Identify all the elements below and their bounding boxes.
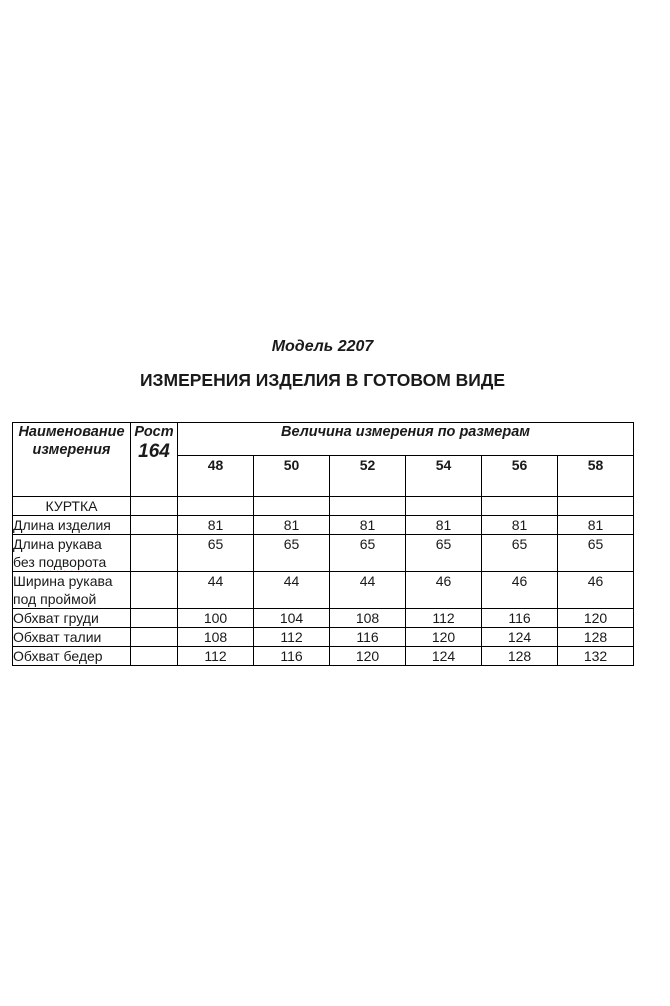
table-header-row-top [13,423,634,456]
size-header: 56 [482,456,558,497]
value-cell: 100 [178,609,254,628]
value-cell: 116 [482,609,558,628]
row-label [13,572,131,609]
size-header: 50 [254,456,330,497]
height-label: Рост [134,424,174,440]
size-header: 48 [178,456,254,497]
value-cell: 128 [558,628,634,647]
value-cell: 81 [178,516,254,535]
row-label: Обхват бедер [13,647,131,666]
empty-cell [178,497,254,516]
value-cell: 128 [482,647,558,666]
value-cell: 120 [330,647,406,666]
empty-cell [558,497,634,516]
value-cell: 81 [330,516,406,535]
value-cell: 112 [178,647,254,666]
size-header: 54 [406,456,482,497]
row-label: Длина изделия [13,516,131,535]
table-row-sleeve-length [13,535,634,572]
value-cell: 120 [558,609,634,628]
value-cell: 65 [482,535,558,572]
value-cell: 81 [406,516,482,535]
value-cell: 132 [558,647,634,666]
value-cell: 116 [330,628,406,647]
section-label: КУРТКА [13,497,131,516]
value-cell: 108 [178,628,254,647]
value-cell: 81 [254,516,330,535]
empty-cell [131,535,178,572]
page-title: ИЗМЕРЕНИЯ ИЗДЕЛИЯ В ГОТОВОМ ВИДЕ [139,370,506,390]
value-cell: 46 [558,572,634,609]
value-cell: 81 [482,516,558,535]
table-row-length [13,516,634,535]
empty-cell [330,497,406,516]
column-header-height [131,423,178,497]
value-cell: 65 [254,535,330,572]
value-cell: 65 [178,535,254,572]
height-value: 164 [138,441,170,462]
value-cell: 65 [558,535,634,572]
row-label-line1: Длина рукава [13,536,102,552]
empty-cell [131,497,178,516]
empty-cell [254,497,330,516]
value-cell: 116 [254,647,330,666]
value-cell: 124 [482,628,558,647]
table-row-waist [13,628,634,647]
table-row-sleeve-width [13,572,634,609]
row-label [13,535,131,572]
spellcheck-underlined-word: подворота [38,554,107,570]
row-label: Обхват талии [13,628,131,647]
column-header-sizes-title: Величина измерения по размерам [178,423,634,456]
value-cell: 46 [406,572,482,609]
value-cell: 104 [254,609,330,628]
row-label-line2: под проймой [13,591,97,607]
row-label-line2: без подворота [13,554,107,570]
row-label: Обхват груди [13,609,131,628]
section-row-jacket [13,497,634,516]
value-cell: 120 [406,628,482,647]
empty-cell [406,497,482,516]
column-header-measurement-name: Наименование измерения [13,423,131,497]
value-cell: 65 [406,535,482,572]
model-title: Модель 2207 [271,338,374,355]
value-cell: 44 [254,572,330,609]
value-cell: 65 [330,535,406,572]
value-cell: 44 [330,572,406,609]
empty-cell [131,647,178,666]
row-label-line1: Ширина рукава [13,573,113,589]
empty-cell [131,628,178,647]
empty-cell [131,516,178,535]
value-cell: 124 [406,647,482,666]
table-row-chest [13,609,634,628]
value-cell: 108 [330,609,406,628]
empty-cell [131,609,178,628]
table-row-hips [13,647,634,666]
value-cell: 46 [482,572,558,609]
empty-cell [131,572,178,609]
value-cell: 112 [254,628,330,647]
value-cell: 81 [558,516,634,535]
size-header: 58 [558,456,634,497]
value-cell: 44 [178,572,254,609]
value-cell: 112 [406,609,482,628]
measurements-table [12,422,634,666]
size-header: 52 [330,456,406,497]
empty-cell [482,497,558,516]
